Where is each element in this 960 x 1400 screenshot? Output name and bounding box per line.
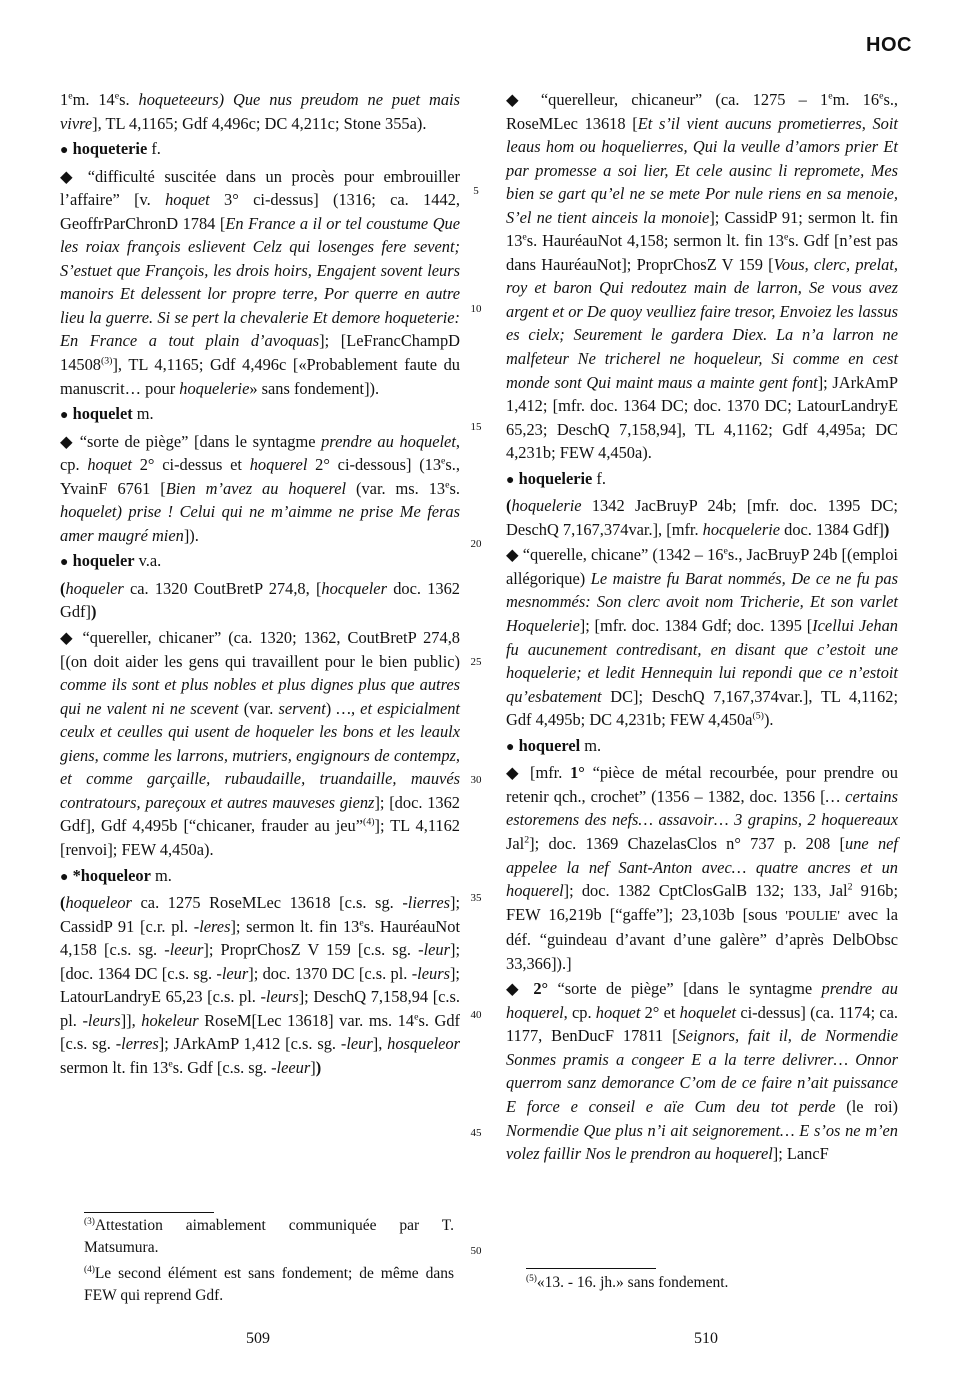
footnote: $^{(3)}$Attestation aimablement communiquée par T. Matsumura. [84, 1216, 454, 1256]
folio-right: 510 [694, 1330, 718, 1347]
line-number: 30 [470, 773, 482, 786]
entry-paragraph: ◆ 2° “sorte de piège” [dans le syntagme prendre au hoquerel, cp. hoquet 2° et hoquelet ci-dessus] (ca. 1174; ca. 1177, BenDucF 17811 [Seignors, fait il, de Normendie Sonmes pramis a congeer E a la terre delivrer… Onnor querrom sanz demorance C’om de ce faire n’ait puissance E force e conseil e aïe Cum deu tot perde (le roi) Normendie Que plus n’i ait seignorement… E s’os ne m’en volez faillir Nos le prendron au hoquerel]; LancF [506, 979, 898, 1164]
line-number: 45 [470, 1127, 482, 1140]
entry-paragraph: ◆ “querelleur, chicaneur” (ca. 1275 – 1em. 16es., RoseMLec 13618 [Et s’il vient aucuns prometierres, Soit leaus hom ou hoquelierres, Qui la veulle d’amors prier Et par promesse a soi lier, Et cele ausinc li repromete, Mes bien se gart qu’el ne se mete Por nule riens en sa menoie, S’el ne tient ainceis la monoie]; CassidP 91; sermon lt. fin 13es. HauréauNot 4,158; sermon lt. fin 13es. Gdf [n’est pas dans HauréauNot]; ProprChosZ V 159 [Vous, clerc, prelat, roy et baron Qui redoutez main de larron, Se vous avez argent et or De quoy veulliez faire tresor, Envoiez les lassus es cielx; Seurement le gardera Diex. La n’a larron ne malfeteur Ne tricherel ne hoqueleur, Si comme en cest monde sont Qui maint maus a mainte gent font]; JArkAmP 1,412; [mfr. doc. 1364 DC; doc. 1370 DC; LatourLandryE 65,23; DeschQ 7,158,94], TL 4,1162; Gdf 4,495a; DC 4,231b; FEW 4,450a). [506, 90, 899, 463]
line-number: 40 [470, 1009, 482, 1022]
entry-paragraph: ◆ “difficulté suscitée dans un procès pour embrouiller l’affaire” [v. hoquet 3° ci-dessus] (1316; ca. 1442, GeoffrParChronD 1784 [En France a il or tel coustume Que les roiax françois eslievent Celz qui losenges fere sevent; S’estuet que François, les drois hoirs, Engajent sovent leurs manoirs Et delessent lor propre terre, Por querre en autre lieu la guerre. Si se pert la chevalerie Et demore hoqueterie: En France a tout plain d’avoquas]; [LeFrancChampD 14508$^{(3)}$], TL 4,1165; Gdf 4,496c [«Probablement faute du manuscrit… pour hoquelerie» sans fondement]). [60, 166, 461, 398]
running-head: HOC [866, 34, 912, 56]
line-number: 5 [473, 185, 479, 198]
line-number: 25 [470, 656, 482, 669]
footnote-rule-left [84, 1212, 214, 1213]
entry-paragraph: ◆ [mfr. 1° “pièce de métal recourbée, pour prendre ou retenir qch., crochet” (1356 – 1382, doc. 1356 [… certains estoremens des nefs… assavoir… 3 grapins, 2 hoquereaux Jal$^2$]; doc. 1369 ChazelasClos n° 737 p. 208 [une nef appelee la nef Sant-Anton avec… quatre ancres et un hoquerel]; doc. 1382 CptClosGalB 132; 133, Jal$^2$ 916b; FEW 16,219b [“gaffe”]; 23,103b [sous 'POULIE' avec la déf. “guindeau d’avant d’une galère” d’après DelbObsc 33,366]).] [506, 763, 898, 973]
line-number: 50 [470, 1244, 482, 1257]
entry-paragraph: ◆ “querelle, chicane” (1342 – 16es., JacBruyP 24b [(emploi allégorique) Le maistre fu Barat nommés, De ce ne fu pas mesnommés: Son clerc avoit nom Tricherie, Et son varlet Hoquelerie]; [mfr. doc. 1384 Gdf; doc. 1395 [Icellui Jehan fu aucunement contredisant, en disant que c’estoit une hoquelerie; et ledit Hennequin lui repondi que ce n’estoit qu’esbatement DC]; DeschQ 7,167,374var.], TL 4,1162; Gdf 4,495b; DC 4,231b; FEW $4,450a^{(5)}$). [506, 545, 898, 730]
entry-paragraph: (hoqueleor ca. 1275 RoseMLec 13618 [c.s. sg. -lierres]; CassidP 91 [c.r. pl. -leres]; sermon lt. fin 13es. HauréauNot 4,158 [c.s. sg. -leeur]; ProprChosZ V 159 [c.s. sg. -leur]; [doc. 1364 DC [c.s. sg. -leur]; doc. 1370 DC [c.s. pl. -leurs]; LatourLandryE 65,23 [c.s. pl. -leurs]; DeschQ 7,158,94 [c.s. pl. -leurs]], hokeleur RoseM[Lec 13618] var. ms. 14es. Gdf [c.s. sg. -lerres]; JArkAmP 1,412 [c.s. sg. -leur], hosqueleor sermon lt. fin 13es. Gdf [c.s. sg. -leeur]) [60, 893, 461, 1077]
entry-paragraph: ◆ “quereller, chicaner” (ca. 1320; 1362, CoutBretP 274,8 [(on doit aider les gens qui travaillent pour le bien public) comme ils sont et plus nobles et plus dignes plus que autres qui ne valent ni ne scevent (var. servent) …, et espicialment ceulx et ceulles qui usent de hoqueler les bons et les leaulx giens, comme les larrons, mutriers, engignours de contempz, et comme garçaille, rubaudaille, truandaille, mauvés contratours, pareçoux et autres mauveses gienz]; [doc. 1362 Gdf], Gdf 4,495b [“chicaner, frauder au jeu”$^{(4)}$]; TL 4,1162 [renvoi]; FEW 4,450a). [60, 628, 460, 859]
entry-paragraph: ● hoqueler v.a. [60, 551, 162, 571]
right-column [506, 86, 898, 1166]
footnotes-right [526, 1272, 896, 1298]
entry-paragraph: ● hoquerel m. [506, 735, 602, 755]
entry-paragraph: ● hoquelerie f. [506, 468, 606, 488]
line-numbers [462, 86, 490, 1263]
line-number: 20 [470, 538, 482, 551]
line-number: 10 [470, 302, 482, 315]
footnote: $^{(4)}$Le second élément est sans fondement; de même dans FEW qui reprend Gdf. [84, 1264, 454, 1304]
line-number: 15 [470, 420, 482, 433]
entry-paragraph: (hoqueler ca. 1320 CoutBretP 274,8, [hocqueler doc. 1362 Gdf]) [60, 578, 460, 622]
entry-paragraph: ● *hoqueleor m. [60, 865, 172, 885]
line-number: 35 [470, 891, 482, 904]
entry-paragraph: ● hoqueterie f. [60, 139, 161, 159]
entry-paragraph: 1em. 14es. hoqueteeurs) Que nus preudom ne puet mais vivre], TL 4,1165; Gdf 4,496c; DC 4,211c; Stone 355a). [60, 90, 460, 133]
entry-paragraph: ● hoquelet m. [60, 404, 154, 424]
entry-paragraph: (hoquelerie 1342 JacBruyP 24b; [mfr. doc. 1395 DC; DeschQ 7,167,374var.], [mfr. hocquelerie doc. 1384 Gdf]) [506, 496, 898, 539]
footnote: $^{(5)}$«13. - 16. jh.» sans fondement. [526, 1273, 729, 1291]
folio-left: 509 [246, 1330, 270, 1347]
footnotes-left [84, 1215, 454, 1311]
left-column [60, 86, 460, 1079]
entry-paragraph: ◆ “sorte de piège” [dans le syntagme prendre au hoquelet, cp. hoquet 2° ci-dessus et hoquerel 2° ci-dessous] (13es., YvainF 6761 [Bien m’avez au hoquerel (var. ms. 13es. hoquelet) prise ! Celui qui ne m’aimme ne prise Me feras amer maugré mien]). [60, 431, 460, 545]
footnote-rule-right [526, 1268, 656, 1269]
